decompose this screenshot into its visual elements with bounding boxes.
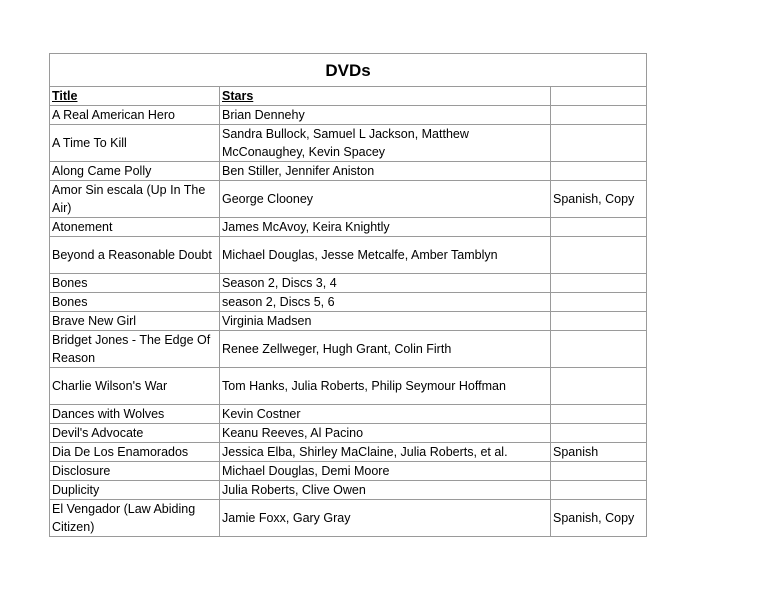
table-row <box>50 312 647 331</box>
cell-title: Bones <box>50 293 220 312</box>
header-notes <box>551 87 647 106</box>
cell-notes <box>551 462 647 481</box>
cell-stars: Keanu Reeves, Al Pacino <box>220 424 551 443</box>
cell-title: A Real American Hero <box>50 106 220 125</box>
cell-title: Dances with Wolves <box>50 405 220 424</box>
cell-notes <box>551 237 647 274</box>
table-row <box>50 481 647 500</box>
cell-stars: Kevin Costner <box>220 405 551 424</box>
header-row <box>50 87 647 106</box>
table-row <box>50 237 647 274</box>
cell-stars: Ben Stiller, Jennifer Aniston <box>220 162 551 181</box>
cell-stars: Season 2, Discs 3, 4 <box>220 274 551 293</box>
cell-title: Bones <box>50 274 220 293</box>
cell-title: A Time To Kill <box>50 125 220 162</box>
table-row <box>50 162 647 181</box>
cell-title: Atonement <box>50 218 220 237</box>
cell-title: El Vengador (Law Abiding Citizen) <box>50 500 220 537</box>
cell-stars: Sandra Bullock, Samuel L Jackson, Matthew McConaughey, Kevin Spacey <box>220 125 551 162</box>
cell-stars: Julia Roberts, Clive Owen <box>220 481 551 500</box>
cell-notes: Spanish, Copy <box>551 500 647 537</box>
cell-notes <box>551 125 647 162</box>
header-stars: Stars <box>220 87 551 106</box>
table-row <box>50 331 647 368</box>
table-row <box>50 293 647 312</box>
cell-notes <box>551 331 647 368</box>
cell-notes <box>551 481 647 500</box>
cell-notes <box>551 312 647 331</box>
cell-notes <box>551 405 647 424</box>
table-row <box>50 424 647 443</box>
table-row <box>50 218 647 237</box>
header-title: Title <box>50 87 220 106</box>
cell-title: Along Came Polly <box>50 162 220 181</box>
cell-stars: Jamie Foxx, Gary Gray <box>220 500 551 537</box>
cell-title: Duplicity <box>50 481 220 500</box>
cell-title: Bridget Jones - The Edge Of Reason <box>50 331 220 368</box>
cell-notes <box>551 162 647 181</box>
table-row <box>50 125 647 162</box>
cell-stars: Brian Dennehy <box>220 106 551 125</box>
cell-title: Devil's Advocate <box>50 424 220 443</box>
cell-notes <box>551 274 647 293</box>
cell-title: Brave New Girl <box>50 312 220 331</box>
cell-stars: Michael Douglas, Demi Moore <box>220 462 551 481</box>
cell-title: Amor Sin escala (Up In The Air) <box>50 181 220 218</box>
cell-title: Charlie Wilson's War <box>50 368 220 405</box>
cell-notes <box>551 424 647 443</box>
cell-stars: James McAvoy, Keira Knightly <box>220 218 551 237</box>
table-row <box>50 368 647 405</box>
cell-notes <box>551 368 647 405</box>
table-row <box>50 500 647 537</box>
cell-stars: George Clooney <box>220 181 551 218</box>
table-row <box>50 181 647 218</box>
table-row <box>50 462 647 481</box>
cell-stars: Virginia Madsen <box>220 312 551 331</box>
cell-stars: Tom Hanks, Julia Roberts, Philip Seymour Hoffman <box>220 368 551 405</box>
cell-notes <box>551 106 647 125</box>
cell-stars: Renee Zellweger, Hugh Grant, Colin Firth <box>220 331 551 368</box>
title-row <box>50 54 647 87</box>
cell-notes <box>551 218 647 237</box>
cell-notes: Spanish, Copy <box>551 181 647 218</box>
table-row <box>50 443 647 462</box>
cell-notes: Spanish <box>551 443 647 462</box>
dvd-table <box>49 53 647 537</box>
cell-title: Dia De Los Enamorados <box>50 443 220 462</box>
cell-stars: Michael Douglas, Jesse Metcalfe, Amber Tamblyn <box>220 237 551 274</box>
cell-title: Disclosure <box>50 462 220 481</box>
table-row <box>50 405 647 424</box>
cell-stars: Jessica Elba, Shirley MaClaine, Julia Roberts, et al. <box>220 443 551 462</box>
cell-notes <box>551 293 647 312</box>
cell-title: Beyond a Reasonable Doubt <box>50 237 220 274</box>
table-row <box>50 106 647 125</box>
cell-stars: season 2, Discs 5, 6 <box>220 293 551 312</box>
sheet-title: DVDs <box>50 54 647 87</box>
table-row <box>50 274 647 293</box>
